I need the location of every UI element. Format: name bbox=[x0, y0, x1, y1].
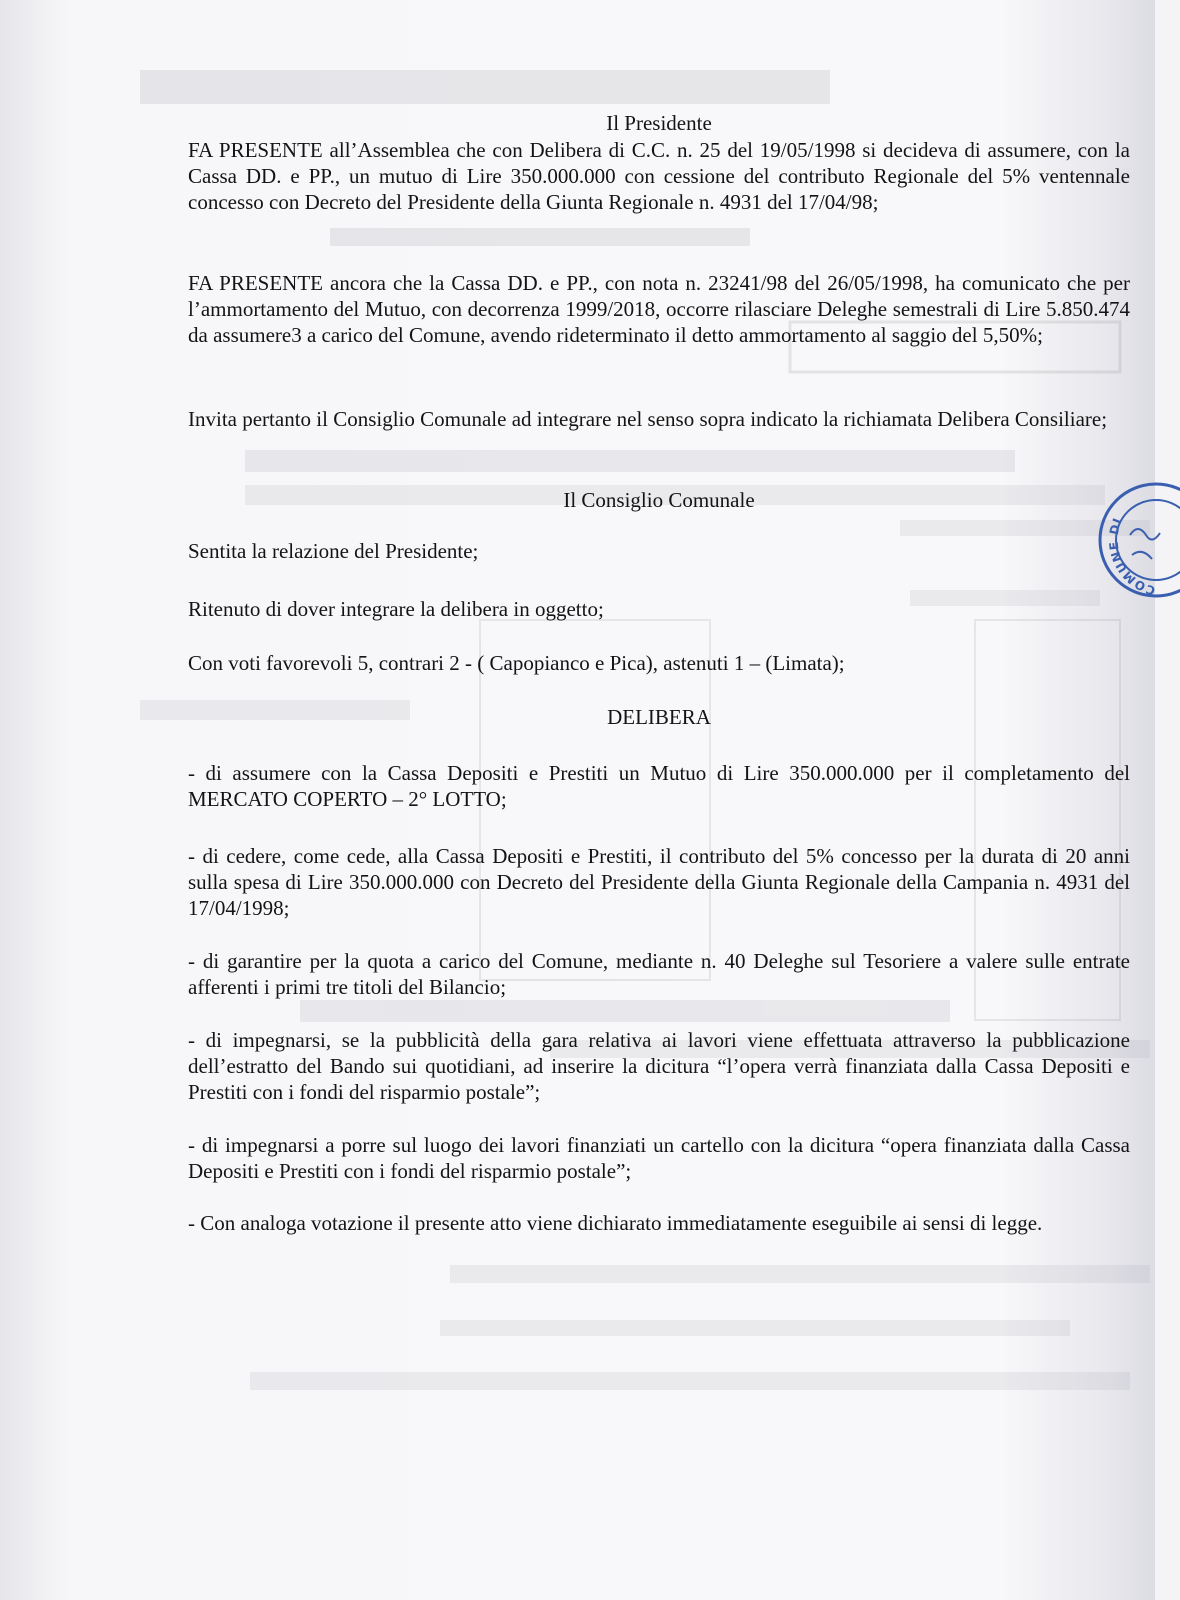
premise-paragraph-1: FA PRESENTE all’Assemblea che con Delibera di C.C. n. 25 del 19/05/1998 si decideva di assumere, con la Cassa DD. e PP., un mutuo di Lire 350.000.000 con cessione del contributo Regionale del 5% ventennale concesso con Decreto del Presidente della Giunta Regionale n. 4931 del 17/04/98; bbox=[188, 138, 1130, 214]
president-heading: Il Presidente bbox=[606, 111, 712, 135]
resolution-item: - di assumere con la Cassa Depositi e Prestiti un Mutuo di Lire 350.000.000 per il completamento del MERCATO COPERTO – 2° LOTTO; bbox=[188, 761, 1130, 811]
stamp-text: COMUNE DI bbox=[1106, 515, 1157, 598]
considered-paragraph: Ritenuto di dover integrare la delibera in oggetto; bbox=[188, 597, 604, 621]
resolution-item: - Con analoga votazione il presente atto viene dichiarato immediatamente eseguibile ai sensi di legge. bbox=[188, 1211, 1043, 1235]
heard-paragraph: Sentita la relazione del Presidente; bbox=[188, 539, 479, 563]
resolution-item: - di impegnarsi a porre sul luogo dei lavori finanziati un cartello con la dicitura “opera finanziata dalla Cassa Depositi e Prestiti con i fondi del risparmio postale”; bbox=[188, 1133, 1130, 1183]
resolution-item: - di cedere, come cede, alla Cassa Depositi e Prestiti, il contributo del 5% concesso per la durata di 20 anni sulla spesa di Lire 350.000.000 con Decreto del Presidente della Giunta Regionale della Campania n. 4931 del 17/04/1998; bbox=[188, 844, 1130, 920]
resolution-heading: DELIBERA bbox=[607, 705, 711, 729]
premise-paragraph-2: FA PRESENTE ancora che la Cassa DD. e PP., con nota n. 23241/98 del 26/05/1998, ha comunicato che per l’ammortamento del Mutuo, con decorrenza 1999/2018, occorre rilasciare Deleghe semestrali di Lire 5.850.474 da assumere3 a carico del Comune, avendo rideterminato il detto ammortamento al saggio del 5,50%; bbox=[188, 271, 1130, 347]
resolution-item: - di impegnarsi, se la pubblicità della gara relativa ai lavori viene effettuata attraverso la pubblicazione dell’estratto del Bando sui quotidiani, ad inserire la dicitura “l’opera verrà finanziata dalla Cassa Depositi e Prestiti con i fondi del risparmio postale”; bbox=[188, 1028, 1130, 1104]
invitation-paragraph: Invita pertanto il Consiglio Comunale ad integrare nel senso sopra indicato la richiamata Delibera Consiliare; bbox=[188, 407, 1108, 431]
resolution-item: - di garantire per la quota a carico del Comune, mediante n. 40 Deleghe sul Tesoriere a valere sulle entrate afferenti i primi tre titoli del Bilancio; bbox=[188, 949, 1130, 999]
vote-paragraph: Con voti favorevoli 5, contrari 2 - ( Capopianco e Pica), astenuti 1 – (Limata); bbox=[188, 651, 845, 675]
council-heading: Il Consiglio Comunale bbox=[563, 488, 755, 512]
